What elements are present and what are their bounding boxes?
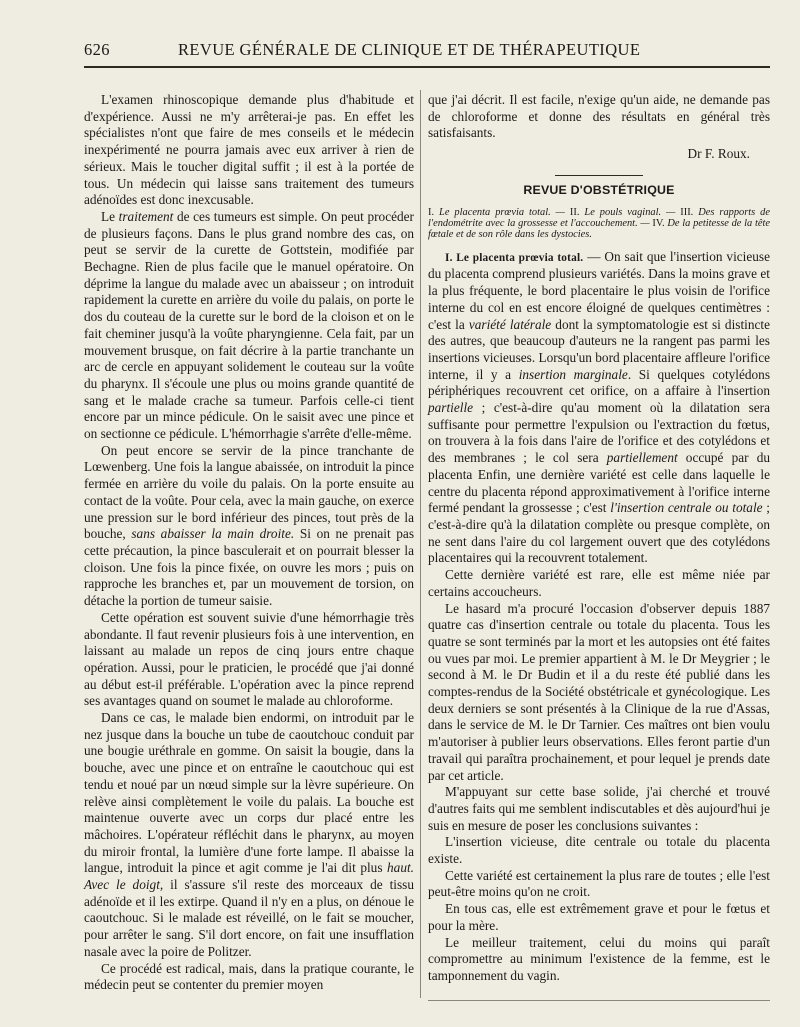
text-run: de ces tumeurs est simple. On peut procéder de plusieurs façons. Dans le plus grand nombre des cas, on peut se servir de la curette de Gottstein, modifiée par Bechagne. Rien de plus facile que le manuel opératoire. On déprime la langue du malade avec un abaisseur ; on introduit rapidement la curette en arrière du voile du palais, on porte le dos du couteau de la curette sur le bord de la cloison et on le fait cheminer jusqu'à la voûte pharyngienne. Cela fait, par un mouvement brusque, on fait décrire à la partie tranchante un arc de cercle en appuyant solidement le couteau sur la voûte du pharynx. Il s'écoule une plus ou moins grande quantité de sang et le malade crache sa tumeur. Parfois celle-ci tient encore par un mince pédicule. On le saisit avec une pince et on sectionne ce pédicule. L'hémorrhagie s'arrête d'elle-même. — [84, 208, 414, 442]
italic-run: traitement — [118, 208, 174, 224]
body-paragraph — [428, 901, 770, 934]
text-run: . Si quelques cotylédons périphériques recouvrent cet orifice, on a affaire à l'insertion — [428, 366, 770, 399]
italic-run: insertion marginale — [518, 366, 628, 382]
text-run: Dans ce cas, le malade bien endormi, on introduit par le nez jusque dans la bouche un tube de caoutchouc conduit par une bougie uréthrale en gomme. On saisit la bougie, dans la bouche, avec une pince et on entraîne le caoutchouc qui est tendu et noué par un nœud simple sur la lèvre supérieure. On relève ainsi complètement le voile du palais. La bouche est maintenue ouverte avec un corps dur placé entre les mâchoires. L'opérateur réfléchit dans le pharynx, au moyen du miroir frontal, la lumière d'une forte lampe. Il abaisse la langue, introduit la pince et agit comme je l'ai dit plus — [84, 710, 414, 876]
section-title: REVUE D'OBSTÉTRIQUE — [523, 182, 675, 197]
body-paragraph — [428, 834, 770, 867]
section-contents — [428, 207, 770, 241]
text-run: On peut encore se servir de la pince tranchante de Lœwenberg. Une fois la langue abaissée, on introduit la pince fermée en arrière du voile du palais. On la porte ensuite au contact de la voûte. Pour cela, avec la main gauche, on exerce une pression sur le bord inférieur des pinces, tout près de la bouche, — [84, 442, 414, 542]
toc-number: IV. — [652, 217, 668, 229]
text-run: M'appuyant sur cette base solide, j'ai cherché et trouvé d'autres faits qui me semblent indiscutables et dès aujourd'hui je suis en mesure de poser les conclusions suivantes : — [428, 784, 770, 833]
bottom-rule — [428, 1000, 770, 1001]
text-run: ; c'est-à-dire qu'à la dilatation complète ou presque complète, on ne sent dans l'aire du col largement ouvert que des cotylédons placentaires qui la recouvrent totalement. — [428, 500, 771, 566]
body-paragraph — [428, 935, 770, 985]
body-paragraph — [84, 209, 414, 443]
body-paragraph — [84, 610, 414, 710]
text-run: L'examen rhinoscopique demande plus d'habitude et d'expérience. Aussi ne m'y arrêterai-je pas. En effet les spécialistes n'ont que faire de mes conseils et le médecin inexpérimenté ne pourra jamais avec eux arriver à rien de sérieux. Mais le toucher digital suffit ; il est à la portée de tous. Un médecin qui laisse sans traitement des tumeurs adénoïdes est donc inexcusable. — [84, 92, 414, 208]
italic-run: haut. Avec le doigt, — [84, 860, 414, 893]
text-run: En tous cas, elle est extrêmement grave et pour le fœtus et pour la mère. — [428, 901, 770, 933]
text-run: dont la symptomatologie est si distincte des autres, que beaucoup d'auteurs ne la rangent pas parmi les insertions vicieuses. Lorsqu'un bord placentaire affleure l'orifice interne, il y a — [428, 316, 770, 382]
body-paragraph — [428, 868, 770, 901]
italic-run: variété latérale — [468, 316, 552, 332]
text-run: Le placenta prœvia total. — — [439, 206, 570, 218]
continuation-paragraph — [428, 92, 770, 142]
header-rule — [84, 66, 770, 68]
text-run: De la petitesse de la tête fœtale et de son rôle dans les dystocies. — [428, 217, 770, 241]
text-run: Le — [101, 208, 119, 224]
italic-run: sans abaisser la main droite. — [131, 526, 295, 542]
body-paragraph — [84, 443, 414, 610]
italic-run: partiellement — [606, 450, 678, 466]
author-signature: Dr F. Roux. — [687, 146, 750, 162]
text-run: L'insertion vicieuse, dite centrale ou totale du placenta existe. — [428, 834, 770, 867]
toc-number: I. — [428, 206, 440, 218]
text-run: occupé par du placenta Enfin, une dernière variété est celle dans laquelle le centre du placenta répond approximativement à l'orifice interne fermé pendant la grossesse ; c'est — [428, 450, 770, 516]
body-paragraph — [84, 961, 414, 994]
body-paragraph — [428, 249, 770, 567]
italic-run: partielle — [428, 400, 474, 416]
page-number: 626 — [84, 40, 110, 59]
toc-number: III. — [680, 206, 699, 218]
left-column — [84, 92, 414, 994]
text-run: que j'ai décrit. Il est facile, n'exige qu'un aide, ne demande pas de chloroforme et donne des résultats en général très satisfaisants. — [428, 92, 770, 141]
text-run: Cette opération est souvent suivie d'une hémorrhagie très abondante. Il faut revenir plusieurs fois à une intervention, en laissant au malade un repos de cinq jours entre chaque opération. Aussi, pour le praticien, le procédé que j'ai donné au début est-il préférable. L'opération avec la pince reprend ses avantages quand on soumet le malade au chloroforme. — [84, 609, 414, 709]
toc-number: II. — [569, 206, 585, 218]
text-run: ; c'est-à-dire qu'au moment où la dilatation sera suffisante pour permettre l'expulsion ou l'extraction du fœtus, on trouvera à la fois dans l'aire de l'orifice et des cotylédons et des membranes ; le col sera — [428, 400, 770, 466]
text-run: Ce procédé est radical, mais, dans la pratique courante, le médecin peut se contenter du premier moyen — [84, 960, 414, 993]
right-column — [428, 92, 770, 985]
text-run: Si on ne prenait pas cette précaution, la pince basculerait et on pourrait blesser la cloison. Une fois la pince fixée, on ouvre les mors ; puis on rapproche les branches et, par un mouvement de torsion, on détache la portion de tumeur saisie. — [84, 526, 415, 609]
body-paragraph — [428, 784, 770, 834]
page-header — [84, 40, 770, 64]
right-column-body — [428, 249, 770, 985]
text-run: Le meilleur traitement, celui du moins qui paraît compromettre au minimum l'existence de la femme, est le tamponnement du vagin. — [428, 934, 770, 983]
text-run: il s'assure s'il reste des morceaux de tissu adénoïde et il les extirpe. Quand il n'y en a plus, on dénoue le caoutchouc. Si le malade est réveillé, on le fait se moucher, pour arrêter le sang. S'il dort encore, on fait une insufflation nasale avec la poire de Politzer. — [84, 877, 414, 959]
body-paragraph — [84, 710, 414, 961]
text-run: Des rapports de l'endométrite avec la grossesse et l'accouchement. — — [428, 206, 770, 229]
section-separator — [555, 175, 643, 176]
running-title: REVUE GÉNÉRALE DE CLINIQUE ET DE THÉRAPEUTIQUE — [178, 40, 641, 59]
text-run: Cette dernière variété est rare, elle est même niée par certains accoucheurs. — [428, 567, 770, 599]
body-paragraph — [428, 601, 770, 785]
column-divider — [420, 90, 421, 998]
italic-run: l'insertion centrale ou totale — [610, 500, 763, 516]
body-paragraph — [84, 92, 414, 209]
text-run: Le hasard m'a procuré l'occasion d'observer depuis 1887 quatre cas d'insertion centrale ou totale du placenta. Tous les quatre se sont terminés par la mort et les autopsies ont été faites ou vues par moi. Le premier appartient à M. le Dr Meygrier ; le second à M. le Dr Budin et il a du reste été publié dans les comptes-rendus de la Société obstétricale et gynécologique. Les deux derniers se sont présentés à la Clinique de la rue d'Assas, dans le service de M. le Dr Tarnier. Ces maîtres ont bien voulu m'autoriser à publier leurs observations. Elles feront partie d'un travail qui paraîtra prochainement, et pour lequel je prends date par cet article. — [428, 600, 770, 783]
text-run: — On sait que l'insertion vicieuse du placenta comprend plusieurs variétés. Dans la moins grave et la plus fréquente, le bord placentaire le plus voisin de l'orifice interne du col en est encore éloigné de quelques centimètres : c'est la — [428, 248, 770, 332]
body-paragraph — [428, 567, 770, 600]
item-heading: I. Le placenta prœvia total. — [445, 251, 584, 264]
text-run: Le pouls vaginal. — — [584, 206, 681, 218]
text-run: Cette variété est certainement la plus rare de toutes ; elle l'est peut-être moins qu'on ne croit. — [428, 867, 770, 900]
